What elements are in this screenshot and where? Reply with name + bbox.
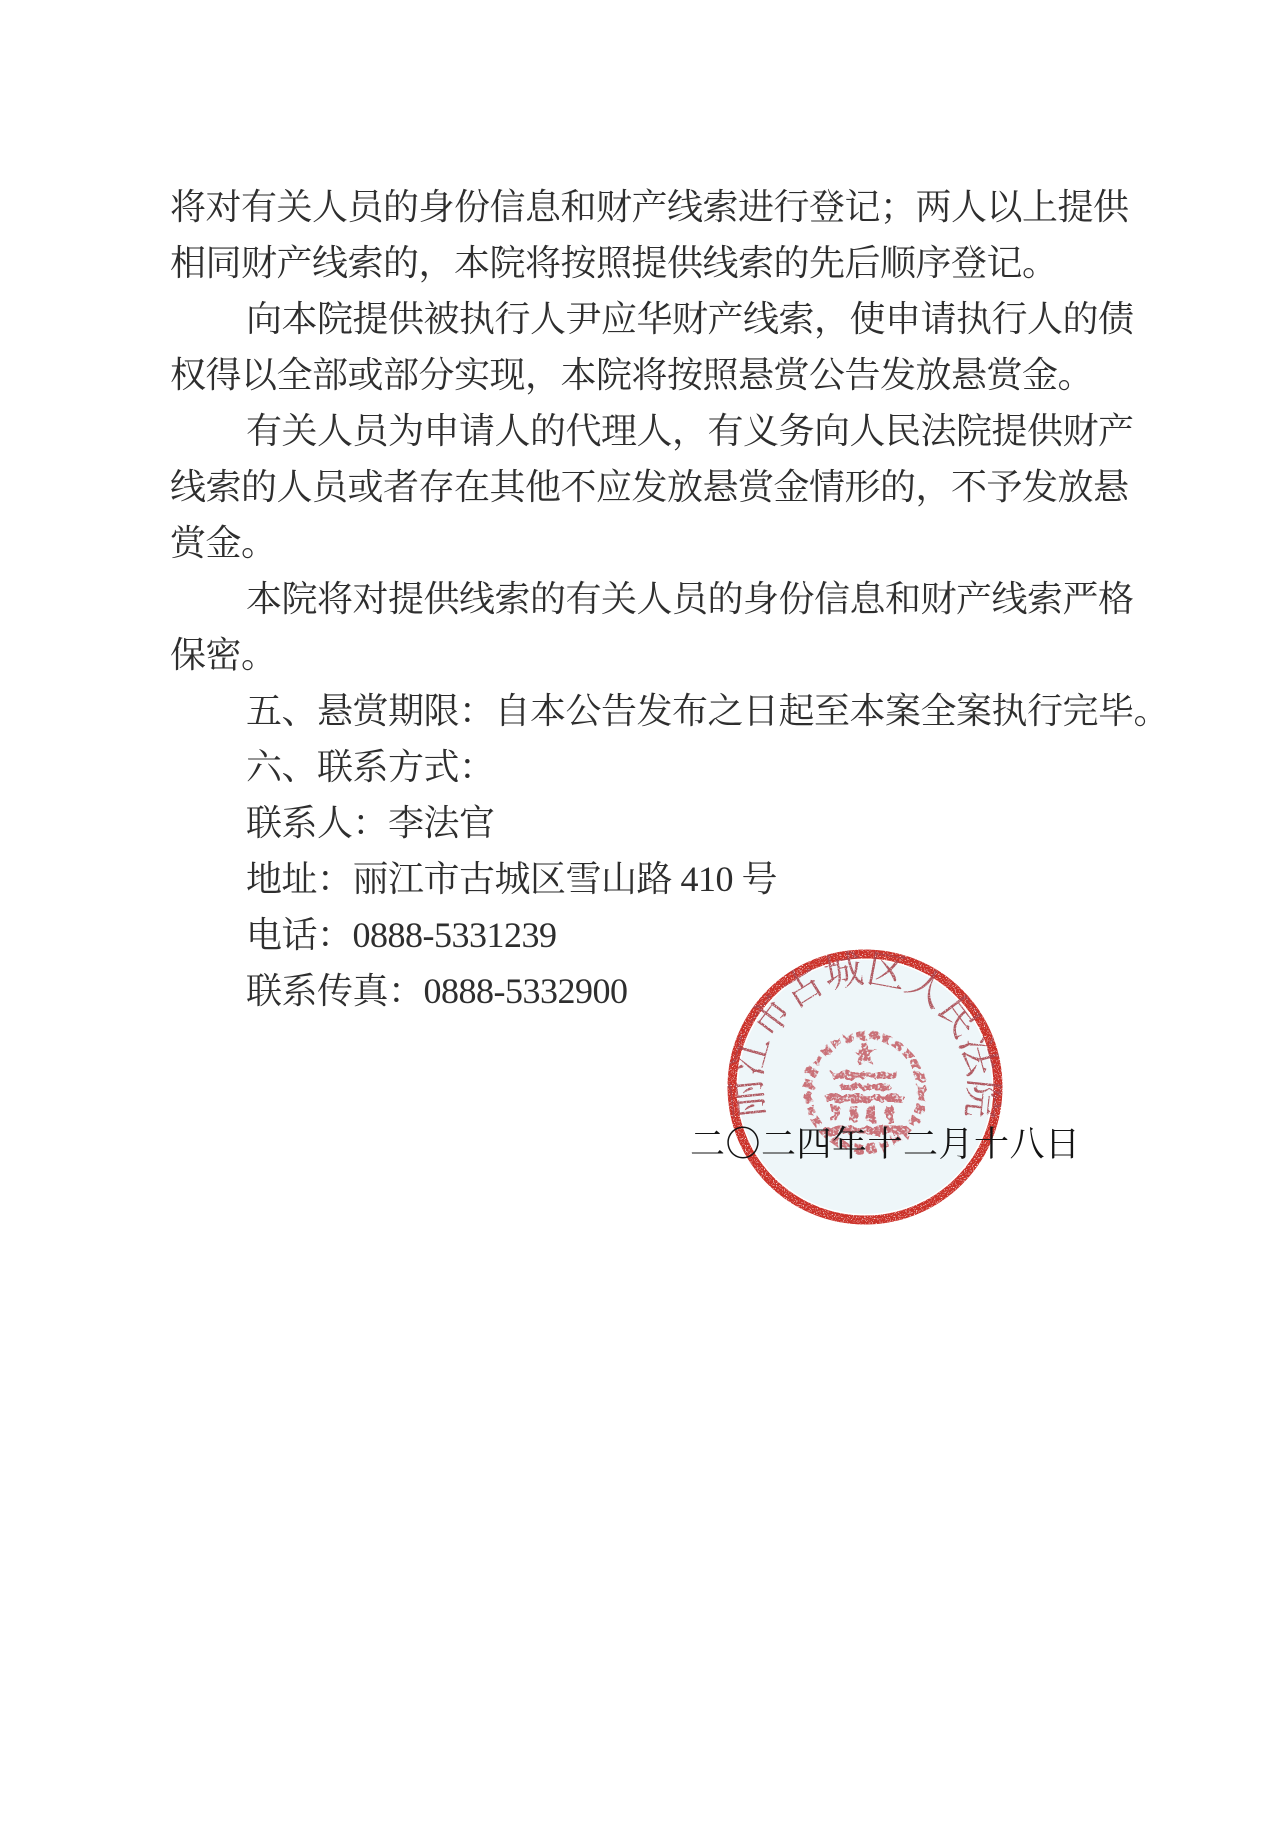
contact-phone-line: 电话：0888-5331239 [246,915,557,955]
body-line-9: 保密。 [170,635,277,675]
contact-person-line: 联系人：李法官 [246,803,495,843]
body-line-6: 线索的人员或者存在其他不应发放悬赏金情形的，不予发放悬 [170,467,1129,507]
body-line-8: 本院将对提供线索的有关人员的身份信息和财产线索严格 [246,579,1134,619]
section-five-reward-period: 五、悬赏期限：自本公告发布之日起至本案全案执行完毕。 [246,691,1170,731]
section-six-contact-heading: 六、联系方式： [246,747,495,787]
body-line-2: 相同财产线索的，本院将按照提供线索的先后顺序登记。 [170,243,1058,283]
contact-fax-line: 联系传真：0888-5332900 [246,971,628,1011]
issue-date: 二〇二四年十二月十八日 [690,1125,1081,1164]
emblem-gate-band [826,1095,904,1102]
body-line-5: 有关人员为申请人的代理人，有义务向人民法院提供财产 [246,411,1134,451]
contact-address-line: 地址：丽江市古城区雪山路 410 号 [246,859,778,899]
body-line-4: 权得以全部或部分实现，本院将按照悬赏公告发放悬赏金。 [170,355,1094,395]
seal-ring-text: 丽江市古城区人民法院 [723,945,1007,1122]
body-line-7: 赏金。 [170,523,277,563]
emblem-gate-roof [832,1072,898,1079]
announcement-body [170,179,1190,1019]
emblem-gate-tier [840,1084,890,1090]
body-line-3: 向本院提供被执行人尹应华财产线索，使申请执行人的债 [246,299,1134,339]
body-line-1: 将对有关人员的身份信息和财产线索进行登记；两人以上提供 [170,187,1129,227]
